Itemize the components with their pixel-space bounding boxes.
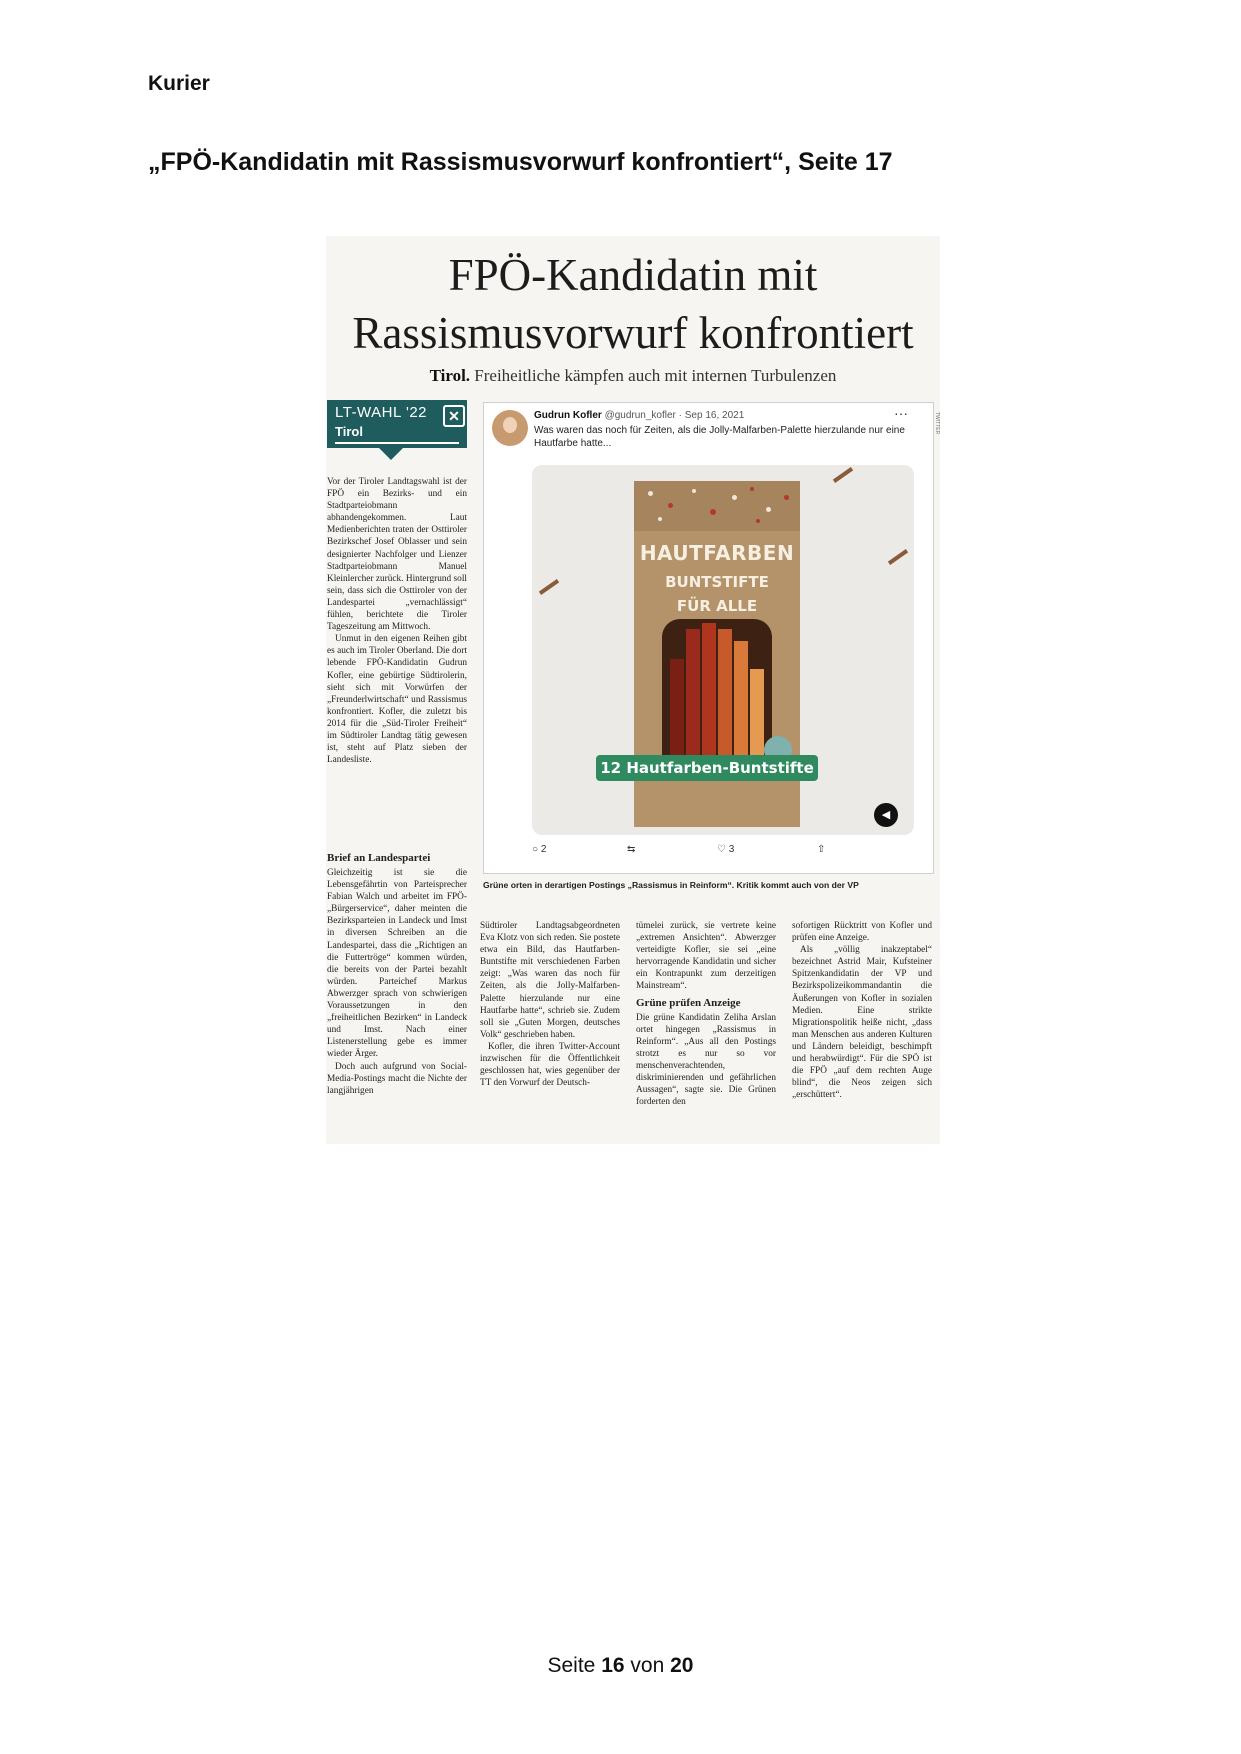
subheading: Grüne prüfen Anzeige bbox=[636, 996, 741, 1009]
photo-caption: Grüne orten in derartigen Postings „Rassismus in Reinform“. Kritik kommt auch von der VP bbox=[483, 880, 859, 890]
page-number bbox=[0, 1654, 1241, 1678]
reply-count: 2 bbox=[540, 844, 547, 855]
page-middle: von bbox=[630, 1654, 665, 1677]
article-title bbox=[326, 246, 940, 362]
election-badge bbox=[327, 400, 467, 448]
article-column-4 bbox=[792, 920, 932, 1101]
like-button[interactable] bbox=[717, 844, 734, 855]
article-title-line2: Rassismusvorwurf konfrontiert bbox=[352, 308, 914, 358]
source-name: Kurier bbox=[148, 72, 210, 95]
embedded-tweet bbox=[483, 402, 934, 874]
badge-title: LT-WAHL '22 bbox=[335, 404, 427, 421]
box-lid bbox=[634, 481, 800, 531]
mute-icon: ◀ bbox=[874, 803, 898, 827]
page-prefix: Seite bbox=[547, 1654, 596, 1677]
pencil-icon bbox=[888, 549, 908, 565]
article-kicker: Tirol. bbox=[429, 366, 471, 385]
article-column-1-bottom bbox=[327, 848, 467, 1097]
heart-icon: ♡ bbox=[717, 844, 726, 855]
paragraph: Kofler, die ihren Twitter-Account inzwischen für die Öffentlichkeit geschlossen hat, wies gegenüber der TT den Vorwurf der Deutsch- bbox=[480, 1041, 620, 1089]
paragraph: Unmut in den eigenen Reihen gibt es auch im Tiroler Oberland. Die dort lebende FPÖ-Kandidatin Gudrun Kofler, eine gebürtige Südtirolerin, sieht sich mit Vorwürfen der „Freunderlwirtschaft“ und Rassismus konfrontiert. Kofler, die zuletzt bis 2014 für die „Süd-Tiroler Freiheit“ im Südtiroler Landtag tätig gewesen ist, steht auf Platz sieben der Landesliste. bbox=[327, 634, 467, 766]
reply-button[interactable] bbox=[532, 844, 546, 855]
paragraph: tümelei zurück, sie vertrete keine „extremen Ansichten“. Abwerzger verteidigte Kofler, sie sei „eine hervorragende Kandidatin und sicher ein Kontrapunkt zum derzeitigen Mainstream“. bbox=[636, 921, 776, 992]
tweet-photo bbox=[532, 465, 914, 835]
photo-credit: TWITTER bbox=[934, 412, 940, 435]
total-pages: 20 bbox=[670, 1654, 694, 1677]
pencil-icon bbox=[539, 579, 559, 595]
tweet-text: Was waren das noch für Zeiten, als die Jolly-Malfarben-Palette hierzulande nur eine Hautfarbe hatte... bbox=[534, 425, 905, 449]
box-label-line2: BUNTSTIFTE bbox=[665, 573, 769, 591]
badge-divider bbox=[335, 442, 459, 444]
like-count: 3 bbox=[728, 844, 735, 855]
paragraph: Die grüne Kandidatin Zeliha Arslan ortet hingegen „Rassismus in Reinform“. „Aus all den Postings strotzt es nur so vor menschenverachtenden, diskriminierenden und gefährlichen Aussagen“, sagte sie. Die Grünen forderten den bbox=[636, 1012, 776, 1108]
document-headline: „FPÖ-Kandidatin mit Rassismusvorwurf konfrontiert“, Seite 17 bbox=[148, 148, 893, 176]
subheading: Brief an Landespartei bbox=[327, 852, 431, 864]
photo-banner: 12 Hautfarben-Buntstifte bbox=[596, 755, 818, 781]
article-column-3 bbox=[636, 920, 776, 1108]
paragraph: Südtiroler Landtagsabgeordneten Eva Klotz von sich reden. Sie postete etwa ein Bild, das Hautfarben-Buntstifte mit verschiedenen Farben zeigt: „Was waren das noch für Zeiten, als die Jolly-Malfarben-Palette hierzulande nur eine Hautfarbe hatte“, schrieb sie. Zudem soll sie „Guten Morgen, deutsches Volk“ geschrieben haben. bbox=[480, 921, 620, 1040]
retweet-icon[interactable]: ⇆ bbox=[627, 844, 636, 855]
tweet-handle: @gudrun_kofler · Sep 16, 2021 bbox=[604, 410, 745, 421]
tweet-author: Gudrun Kofler bbox=[534, 410, 602, 421]
article-subtitle bbox=[326, 366, 940, 386]
ballot-x-icon: ✕ bbox=[443, 405, 465, 427]
share-icon[interactable]: ⇧ bbox=[817, 844, 826, 855]
badge-region: Tirol bbox=[335, 424, 363, 439]
avatar bbox=[492, 410, 528, 446]
paragraph: Vor der Tiroler Landtagswahl ist der FPÖ ein Bezirks- und ein Stadtparteiobmann abhandengekommen. Laut Medienberichten traten der Osttiroler Bezirkschef Josef Oblasser und sein designierter Nachfolger und Lienzer Stadtparteiobmann Manuel Kleinlercher zurück. Hintergrund soll sein, dass sich die Osttiroler von der Landespartei „vernachlässigt“ fühlen, berichtete die Tiroler Tageszeitung am Mittwoch. bbox=[327, 477, 467, 633]
paragraph: Gleichzeitig ist sie die Lebensgefährtin von Parteisprecher Fabian Walch und arbeitet im FPÖ-„Bürgerservice“, daher meinten die Bezirksparteien in Landeck und Imst in diversen Schreiben an die Landespartei, dass die „Richtigen an die Futtertröge“ kommen würden, die bereits von der Partei bezahlt würden. Parteichef Markus Abwerzger sprach von schwierigen Voraussetzungen in den „freiheitlichen Bezirken“ in Landeck und Imst. Nach einer Listenerstellung gebe es immer wieder Ärger. bbox=[327, 868, 467, 1060]
badge-pointer bbox=[379, 448, 403, 460]
box-label-line1: HAUTFARBEN bbox=[639, 541, 795, 565]
article-title-line1: FPÖ-Kandidatin mit bbox=[448, 250, 818, 300]
more-icon: ··· bbox=[894, 405, 908, 421]
paragraph: Als „völlig inakzeptabel“ bezeichnet Astrid Mair, Kufsteiner Spitzenkandidatin der VP und Bezirkspolizeikommandantin die Äußerungen von Kofler in sozialen Medien. Eine strikte Migrationspolitik heiße nicht, „dass man Menschen aus anderen Kulturen und Ländern beleidigt, beschimpft und herabwürdigt“. Für die SPÖ ist die FPÖ „auf dem rechten Auge blind“, die Neos zeigen sich „erschüttert“. bbox=[792, 945, 932, 1101]
article-subtitle-text: Freiheitliche kämpfen auch mit internen Turbulenzen bbox=[474, 366, 837, 385]
article-column-2 bbox=[480, 920, 620, 1089]
newspaper-clipping bbox=[326, 236, 940, 1144]
paragraph: sofortigen Rücktritt von Kofler und prüfen eine Anzeige. bbox=[792, 921, 932, 944]
paragraph: Doch auch aufgrund von Social-Media-Postings macht die Nichte der langjährigen bbox=[327, 1061, 467, 1096]
tweet-author-line bbox=[534, 410, 744, 421]
pencil-icon bbox=[833, 467, 853, 483]
reply-icon: ○ bbox=[532, 844, 539, 855]
article-column-1-top bbox=[327, 476, 467, 766]
tweet-actions bbox=[532, 844, 912, 860]
current-page: 16 bbox=[601, 1654, 625, 1677]
box-label-line3: FÜR ALLE bbox=[676, 597, 758, 615]
